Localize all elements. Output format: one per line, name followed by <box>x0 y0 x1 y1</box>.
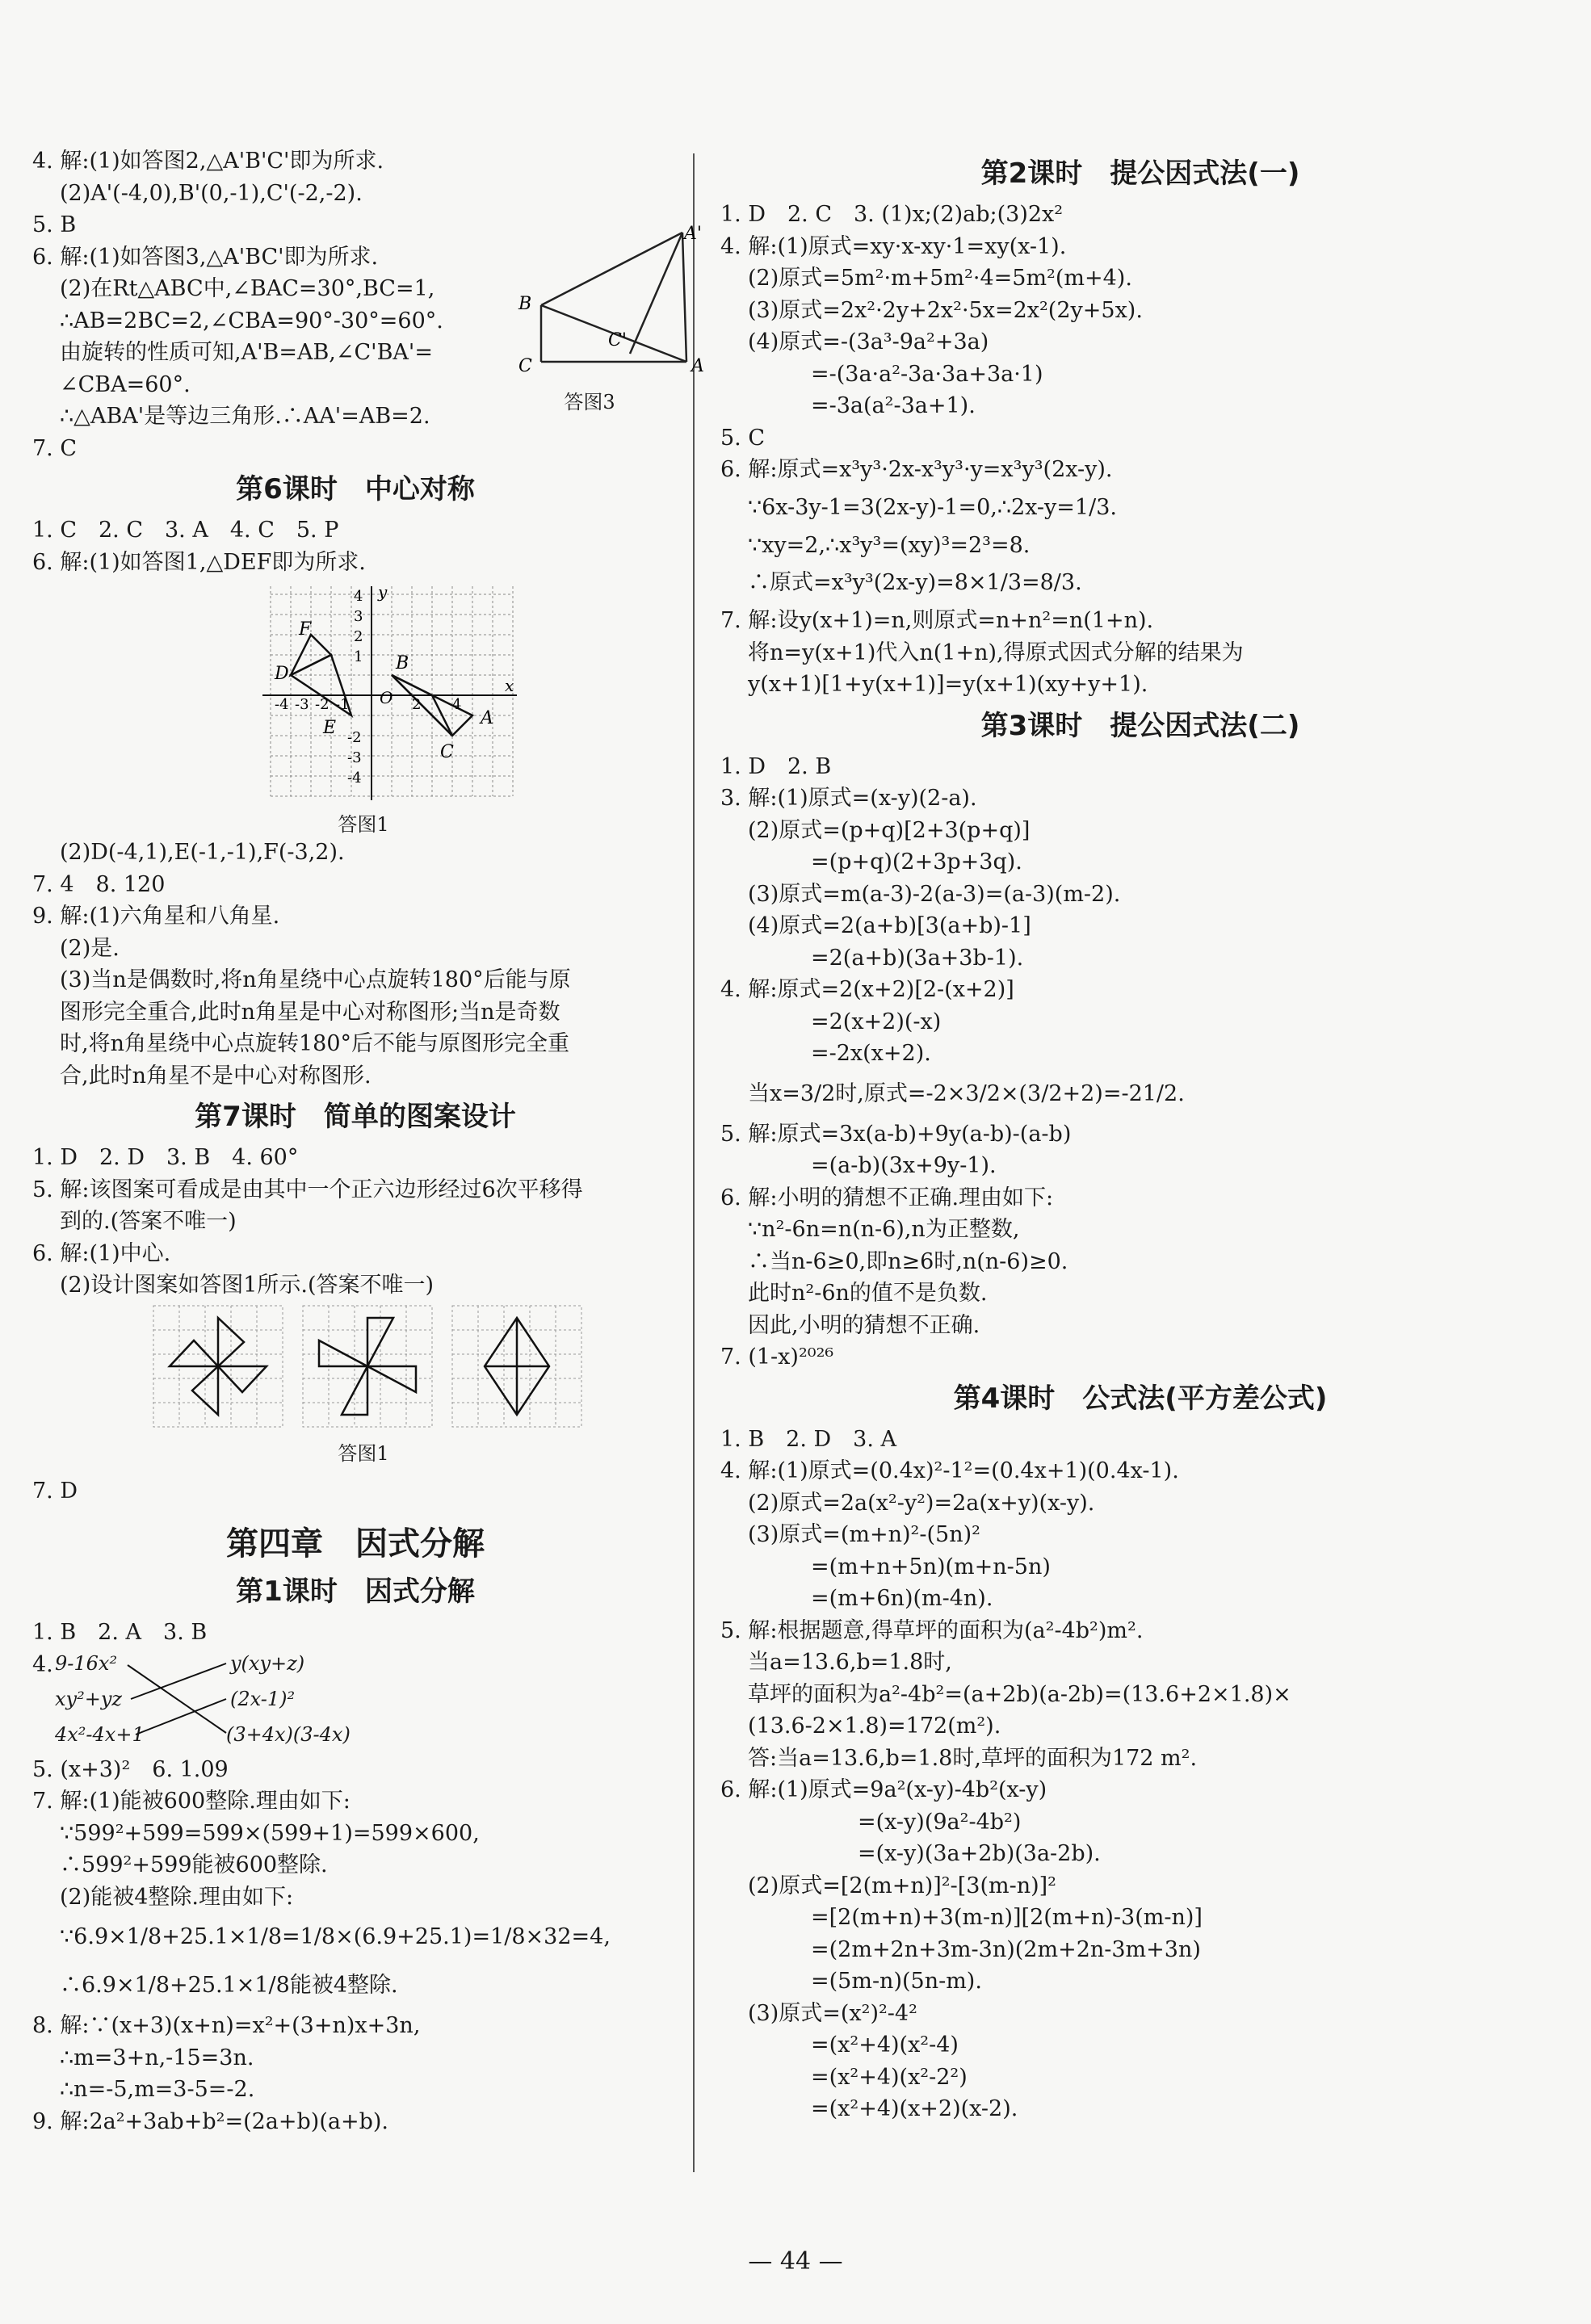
answer-line: (2)A'(-4,0),B'(0,-1),C'(-2,-2). <box>60 180 363 206</box>
match-left-item: 4x²-4x+1 <box>55 1722 145 1746</box>
answer-line: 6. 解:小明的猜想不正确.理由如下: <box>720 1185 1054 1210</box>
page-number: — 44 — <box>748 2247 843 2276</box>
matching-lines <box>32 1649 678 1754</box>
answer-line: 1. B 2. A 3. B <box>32 1620 208 1645</box>
svg-text:B: B <box>518 294 532 314</box>
svg-text:C: C <box>440 742 454 762</box>
answer-line: 5. C <box>720 425 766 451</box>
answer-line: 将n=y(x+1)代入n(1+n),得原式因式分解的结果为 <box>748 640 1244 665</box>
answer-line: 时,将n角星绕中心点旋转180°后不能与原图形完全重 <box>60 1031 570 1056</box>
section-title: 第4课时 公式法(平方差公式) <box>953 1382 1328 1415</box>
answer-line: 7. 解:(1)能被600整除.理由如下: <box>32 1789 351 1814</box>
answer-line: (2)原式=[2(m+n)]²-[3(m-n)]² <box>748 1873 1056 1898</box>
answer-line: (3)原式=(m+n)²-(5n)² <box>748 1522 980 1547</box>
answer-line: (3)原式=(x²)²-4² <box>748 2000 917 2026</box>
pattern-designs <box>32 1302 678 1431</box>
answer-line: =(m+6n)(m-4n). <box>811 1586 993 1611</box>
answer-line: =(x²+4)(x²-2²) <box>811 2064 968 2090</box>
answer-line: 6. 解:(1)中心. <box>32 1240 171 1266</box>
svg-text:D: D <box>275 664 289 684</box>
answer-line: ∴6.9×1/8+25.1×1/8能被4整除. <box>60 1973 398 1998</box>
answer-line: =-3a(a²-3a+1). <box>811 393 976 418</box>
svg-text:E: E <box>323 718 337 738</box>
match-right-item: y(xy+z) <box>230 1651 305 1675</box>
svg-text:1: 1 <box>354 648 363 665</box>
match-right-item: (2x-1)² <box>230 1687 296 1710</box>
svg-text:-2: -2 <box>347 729 362 746</box>
svg-text:-1: -1 <box>335 696 350 713</box>
figure-caption: 答图1 <box>338 813 389 836</box>
answer-line: 1. D 2. C 3. (1)x;(2)ab;(3)2x² <box>720 202 1064 227</box>
answer-line: 6. 解:原式=x³y³·2x-x³y³·y=x³y³(2x-y). <box>720 457 1113 482</box>
answer-line: ∴AB=2BC=2,∠CBA=90°-30°=60°. <box>60 308 443 333</box>
svg-text:O: O <box>380 688 393 707</box>
answer-line: =(2m+2n+3m-3n)(2m+2n-3m+3n) <box>811 1936 1201 1962</box>
answer-line: 7. C <box>32 435 78 461</box>
answer-line: (2)原式=5m²·m+5m²·4=5m²(m+4). <box>748 266 1132 291</box>
answer-line: (13.6-2×1.8)=172(m²). <box>748 1714 1001 1739</box>
answer-line: 6. 解:(1)原式=9a²(x-y)-4b²(x-y) <box>720 1777 1047 1802</box>
section-title: 第6课时 中心对称 <box>236 473 475 505</box>
svg-text:C': C' <box>608 330 627 350</box>
answer-line: 6. 解:(1)如答图3,△A'BC'即为所求. <box>32 244 379 270</box>
svg-text:x: x <box>505 676 514 695</box>
svg-text:A: A <box>691 356 704 376</box>
svg-text:-4: -4 <box>347 770 362 787</box>
answer-line: ∴当n-6≥0,即n≥6时,n(n-6)≥0. <box>748 1248 1068 1274</box>
answer-line: 7. D <box>32 1478 78 1504</box>
svg-text:-4: -4 <box>275 696 289 713</box>
answer-line: 1. B 2. D 3. A <box>720 1426 897 1452</box>
answer-line: 7. 解:设y(x+1)=n,则原式=n+n²=n(1+n). <box>720 608 1154 633</box>
answer-line: 5. 解:原式=3x(a-b)+9y(a-b)-(a-b) <box>720 1121 1072 1147</box>
svg-text:4: 4 <box>354 588 363 605</box>
answer-line: 1. C 2. C 3. A 4. C 5. P <box>32 518 339 543</box>
answer-line: (2)D(-4,1),E(-1,-1),F(-3,2). <box>60 840 345 865</box>
answer-line: =(p+q)(2+3p+3q). <box>811 849 1022 875</box>
answer-line: (3)当n是偶数时,将n角星绕中心点旋转180°后能与原 <box>60 967 571 992</box>
answer-line: 3. 解:(1)原式=(x-y)(2-a). <box>720 786 977 811</box>
answer-line: ∴m=3+n,-15=3n. <box>60 2045 254 2070</box>
answer-line: 5. B <box>32 212 77 237</box>
answer-line: y(x+1)[1+y(x+1)]=y(x+1)(xy+y+1). <box>748 672 1148 697</box>
figure-caption: 答图3 <box>564 391 615 413</box>
section-title: 第7课时 简单的图案设计 <box>195 1101 516 1133</box>
match-left-item: xy²+yz <box>55 1687 123 1710</box>
svg-text:A: A <box>481 708 493 728</box>
answer-line: ∴△ABA'是等边三角形.∴AA'=AB=2. <box>60 404 430 429</box>
answer-line: 4. 解:原式=2(x+2)[2-(x+2)] <box>720 977 1014 1002</box>
answer-line: =(5m-n)(5n-m). <box>811 1969 982 1994</box>
section-title: 第2课时 提公因式法(一) <box>980 157 1300 190</box>
answer-line: =-2x(x+2). <box>811 1041 931 1066</box>
answer-line: 5. (x+3)² 6. 1.09 <box>32 1756 229 1782</box>
answer-line: (4)原式=2(a+b)[3(a+b)-1] <box>748 913 1031 938</box>
answer-line: 7. (1-x)²⁰²⁶ <box>720 1344 834 1370</box>
answer-line: (2)在Rt△ABC中,∠BAC=30°,BC=1, <box>60 276 435 301</box>
answer-line: 当a=13.6,b=1.8时, <box>748 1650 952 1675</box>
svg-text:y: y <box>378 582 388 602</box>
answer-line: 到的.(答案不唯一) <box>60 1209 237 1234</box>
answer-line: 9. 解:2a²+3ab+b²=(2a+b)(a+b). <box>32 2108 388 2134</box>
answer-line: 此时n²-6n的值不是负数. <box>748 1281 988 1306</box>
answer-line: ∴n=-5,m=3-5=-2. <box>60 2077 255 2102</box>
answer-line: (3)原式=2x²·2y+2x²·5x=2x²(2y+5x). <box>748 297 1143 323</box>
answer-line: 9. 解:(1)六角星和八角星. <box>32 904 280 929</box>
answer-line: =(a-b)(3x+9y-1). <box>811 1153 997 1178</box>
svg-text:B: B <box>396 653 409 673</box>
answer-line: 合,此时n角星不是中心对称图形. <box>60 1063 372 1089</box>
answer-line: (2)设计图案如答图1所示.(答案不唯一) <box>60 1273 434 1298</box>
answer-line: 8. 解:∵(x+3)(x+n)=x²+(3+n)x+3n, <box>32 2013 421 2038</box>
answer-line: (4)原式=-(3a³-9a²+3a) <box>748 329 989 354</box>
answer-line: (3)原式=m(a-3)-2(a-3)=(a-3)(m-2). <box>748 881 1121 907</box>
figure-caption: 答图1 <box>338 1441 389 1465</box>
answer-line: 图形完全重合,此时n角星是中心对称图形;当n是奇数 <box>60 999 560 1025</box>
answer-line: 由旋转的性质可知,A'B=AB,∠C'BA'= <box>60 340 433 365</box>
column-divider <box>693 153 695 2172</box>
answer-line: (2)原式=2a(x²-y²)=2a(x+y)(x-y). <box>748 1490 1095 1516</box>
left-column <box>32 145 704 2137</box>
answer-line: 1. D 2. D 3. B 4. 60° <box>32 1145 299 1170</box>
answer-line: ∴599²+599能被600整除. <box>60 1852 328 1877</box>
answer-line: ∵6x-3y-1=3(2x-y)-1=0,∴2x-y=1/3. <box>748 494 1117 520</box>
answer-line: =(x-y)(9a²-4b²) <box>858 1809 1022 1835</box>
answer-line: 6. 解:(1)如答图1,△DEF即为所求. <box>32 549 366 575</box>
svg-text:-2: -2 <box>315 696 330 713</box>
chapter-title: 第四章 因式分解 <box>226 1525 485 1563</box>
answer-line: 5. 解:根据题意,得草坪的面积为(a²-4b²)m². <box>720 1617 1144 1643</box>
right-column <box>720 153 1560 2125</box>
figure-1-patterns <box>32 1302 678 1475</box>
answer-line: 5. 解:该图案可看成是由其中一个正六边形经过6次平移得 <box>32 1177 583 1202</box>
svg-text:-3: -3 <box>295 696 309 713</box>
left-block-a <box>32 145 704 464</box>
svg-text:A': A' <box>684 224 702 244</box>
question-number: 4. <box>32 1651 53 1677</box>
svg-text:2: 2 <box>354 628 363 645</box>
answer-line: 4. 解:(1)原式=(0.4x)²-1²=(0.4x+1)(0.4x-1). <box>720 1458 1179 1483</box>
answer-line: 因此,小明的猜想不正确. <box>748 1312 980 1338</box>
answer-line: 草坪的面积为a²-4b²=(a+2b)(a-2b)=(13.6+2×1.8)× <box>748 1681 1291 1707</box>
answer-line: 4. 解:(1)如答图2,△A'B'C'即为所求. <box>32 149 384 174</box>
answer-line: 答:当a=13.6,b=1.8时,草坪的面积为172 m². <box>748 1745 1198 1771</box>
match-left-item: 9-16x² <box>55 1651 118 1675</box>
answer-line: =2(x+2)(-x) <box>811 1009 942 1034</box>
answer-line: =(x-y)(3a+2b)(3a-2b). <box>858 1841 1101 1866</box>
section-title: 第3课时 提公因式法(二) <box>980 709 1300 742</box>
matching-diagram <box>32 1649 678 1754</box>
answer-line: =[2(m+n)+3(m-n)][2(m+n)-3(m-n)] <box>811 1905 1203 1930</box>
answer-line: ∵6.9×1/8+25.1×1/8=1/8×(6.9+25.1)=1/8×32=4, <box>60 1924 611 1949</box>
answer-line: ∴原式=x³y³(2x-y)=8×1/3=8/3. <box>748 570 1082 595</box>
answer-line: (2)原式=(p+q)[2+3(p+q)] <box>748 817 1031 843</box>
svg-text:F: F <box>299 619 312 640</box>
answer-line: =(x²+4)(x+2)(x-2). <box>811 2096 1018 2121</box>
answer-line: ∠CBA=60°. <box>60 371 191 397</box>
answer-line: =(m+n+5n)(m+n-5n) <box>811 1554 1051 1579</box>
answer-line: (2)是. <box>60 935 120 961</box>
answer-line: =2(a+b)(3a+3b-1). <box>811 945 1024 971</box>
svg-text:2: 2 <box>412 696 422 713</box>
answer-line: =-(3a·a²-3a·3a+3a·1) <box>811 361 1043 387</box>
answer-line: 7. 4 8. 120 <box>32 871 166 897</box>
answer-line: (2)能被4整除.理由如下: <box>60 1884 294 1910</box>
coordinate-grid <box>32 578 678 804</box>
answer-line: =(x²+4)(x²-4) <box>811 2032 959 2058</box>
answer-line: 当x=3/2时,原式=-2×3/2×(3/2+2)=-21/2. <box>748 1080 1185 1106</box>
answer-line: ∵599²+599=599×(599+1)=599×600, <box>60 1820 480 1846</box>
triangle-figure <box>501 224 711 386</box>
figure-1-grid <box>32 578 678 837</box>
svg-text:-3: -3 <box>347 749 362 766</box>
figure-3 <box>501 224 711 418</box>
svg-text:4: 4 <box>452 696 462 713</box>
section-title: 第1课时 因式分解 <box>236 1575 475 1608</box>
answer-line: 1. D 2. B <box>720 753 832 779</box>
answer-line: ∵xy=2,∴x³y³=(xy)³=2³=8. <box>748 532 1031 558</box>
match-right-item: (3+4x)(3-4x) <box>226 1722 351 1746</box>
answer-line: 4. 解:(1)原式=xy·x-xy·1=xy(x-1). <box>720 233 1067 259</box>
svg-text:C: C <box>518 356 532 376</box>
svg-text:3: 3 <box>354 608 363 625</box>
answer-line: ∵n²-6n=n(n-6),n为正整数, <box>748 1217 1020 1242</box>
